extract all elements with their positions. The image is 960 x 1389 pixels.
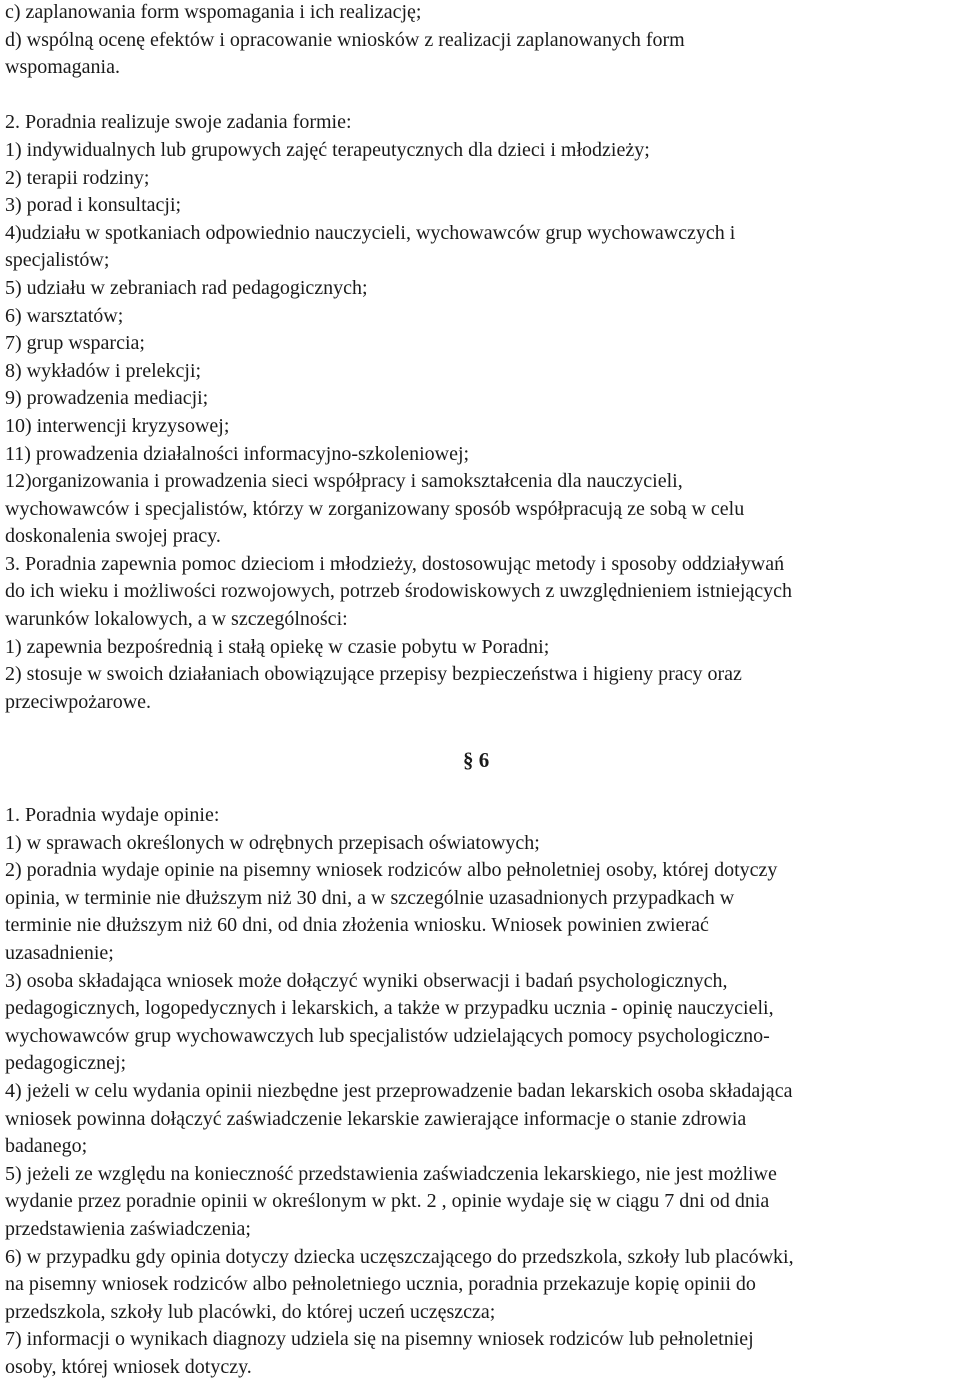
text-line: 7) grup wsparcia; xyxy=(5,332,145,355)
text-line: wychowawców grup wychowawczych lub specjalistów udzielających pomocy psychologiczno- xyxy=(5,1024,770,1047)
text-line: 1. Poradnia wydaje opinie: xyxy=(5,804,220,826)
text-line: 2) poradnia wydaje opinie na pisemny wniosek rodziców albo pełnoletniej osoby, której dotyczy xyxy=(5,859,778,882)
text-line: 4) jeżeli w celu wydania opinii niezbędne jest przeprowadzenie badan lekarskich osoba składająca xyxy=(5,1079,793,1102)
text-line: na pisemny wniosek rodziców albo pełnoletniego ucznia, poradnia przekazuje kopię opinii do xyxy=(5,1273,756,1296)
text-line: 3) porad i konsultacji; xyxy=(5,194,182,217)
text-line: 12)organizowania i prowadzenia sieci współpracy i samokształcenia dla nauczycieli, xyxy=(5,470,683,493)
text-line: 2. Poradnia realizuje swoje zadania formie: xyxy=(5,111,352,134)
text-line: badanego; xyxy=(5,1135,88,1158)
text-line: wydanie przez poradnie opinii w określonym w pkt. 2 , opinie wydaje się w ciągu 7 dni od dnia xyxy=(5,1190,770,1213)
text-line: do ich wieku i możliwości rozwojowych, potrzeb środowiskowych z uwzględnieniem istniejących xyxy=(5,580,793,603)
text-line: 11) prowadzenia działalności informacyjno-szkoleniowej; xyxy=(5,442,470,465)
text-line: wychowawców i specjalistów, którzy w zorganizowany sposób współpracują ze sobą w celu xyxy=(5,497,745,520)
text-line: 6) warsztatów; xyxy=(5,304,124,327)
paragraph-gap xyxy=(5,82,960,110)
text-line: 4)udziału w spotkaniach odpowiednio nauczycieli, wychowawców grup wychowawczych i xyxy=(5,221,736,244)
text-line: przedstawienia zaświadczenia; xyxy=(5,1217,251,1240)
text-line: uzasadnienie; xyxy=(5,941,114,964)
text-line: doskonalenia swojej pracy. xyxy=(5,525,221,548)
text-line: przedszkola, szkoły lub placówki, do której uczeń uczęszcza; xyxy=(5,1300,496,1323)
section-heading: § 6 xyxy=(463,748,490,772)
text-line: 6) w przypadku gdy opinia dotyczy dziecka uczęszczającego do przedszkola, szkoły lub placówki, xyxy=(5,1245,794,1268)
text-line: 10) interwencji kryzysowej; xyxy=(5,414,230,437)
text-line: 1) indywidualnych lub grupowych zajęć terapeutycznych dla dzieci i młodzieży; xyxy=(5,138,650,161)
text-line: przeciwpożarowe. xyxy=(5,690,152,713)
text-line: specjalistów; xyxy=(5,249,110,272)
text-line: 2) stosuje w swoich działaniach obowiązujące przepisy bezpieczeństwa i higieny pracy oraz xyxy=(5,663,742,686)
document-top-section xyxy=(5,0,960,716)
text-line: 5) jeżeli ze względu na konieczność przedstawienia zaświadczenia lekarskiego, nie jest możliwe xyxy=(5,1162,777,1185)
text-line: 7) informacji o wynikach diagnozy udziela się na pisemny wniosek rodziców lub pełnoletniej xyxy=(5,1328,754,1351)
text-line: 2) terapii rodziny; xyxy=(5,166,150,189)
text-line: 5) udziału w zebraniach rad pedagogicznych; xyxy=(5,276,368,299)
text-line: terminie nie dłuższym niż 60 dni, od dnia złożenia wniosku. Wniosek powinien zwierać xyxy=(5,914,709,937)
text-line: 1) w sprawach określonych w odrębnych przepisach oświatowych; xyxy=(5,831,540,854)
text-line: osoby, której wniosek dotyczy. xyxy=(5,1355,252,1378)
text-line: d) wspólną ocenę efektów i opracowanie wniosków z realizacji zaplanowanych form xyxy=(5,28,685,51)
text-line: 8) wykładów i prelekcji; xyxy=(5,359,202,382)
text-line: wniosek powinna dołączyć zaświadczenie lekarskie zawierające informacje o stanie zdrowia xyxy=(5,1107,747,1130)
text-line: opinia, w terminie nie dłuższym niż 30 dni, a w szczególnie uzasadnionych przypadkach w xyxy=(5,886,735,909)
text-line: warunków lokalowych, a w szczególności: xyxy=(5,608,348,631)
text-line: 9) prowadzenia mediacji; xyxy=(5,387,209,410)
text-line: pedagogicznej; xyxy=(5,1052,127,1075)
text-line: 3. Poradnia zapewnia pomoc dzieciom i młodzieży, dostosowując metody i sposoby oddziaływań xyxy=(5,552,785,575)
text-line: 1) zapewnia bezpośrednią i stałą opiekę w czasie pobytu w Poradni; xyxy=(5,635,550,658)
text-line: c) zaplanowania form wspomagania i ich realizację; xyxy=(5,1,422,23)
document-bottom-section xyxy=(5,802,960,1381)
text-line: 3) osoba składająca wniosek może dołączyć wyniki obserwacji i badań psychologicznych, xyxy=(5,969,728,992)
text-line: wspomagania. xyxy=(5,56,120,79)
text-line: pedagogicznych, logopedycznych i lekarskich, a także w przypadku ucznia - opinię nauczycieli, xyxy=(5,997,774,1020)
